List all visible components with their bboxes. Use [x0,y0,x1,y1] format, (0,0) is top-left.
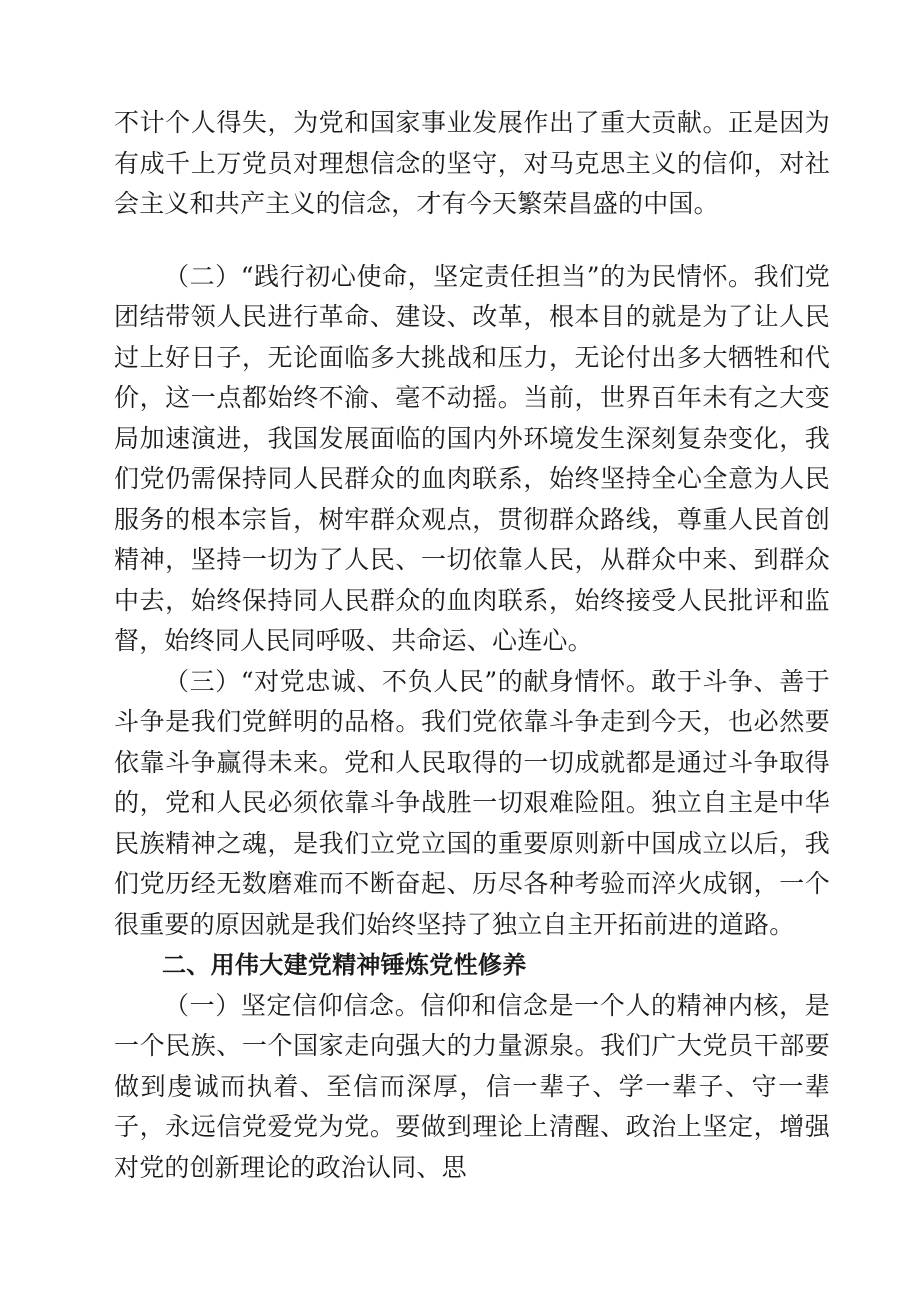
paragraph-faith: （一）坚定信仰信念。信仰和信念是一个人的精神内核，是一个民族、一个国家走向强大的力量源泉。我们广大党员干部要做到虔诚而执着、至信而深厚，信一辈子、学一辈子、守一辈子，永远信党爱党为党。要做到理论上清醒、政治上坚定，增强对党的创新理论的政治认同、思 [114,990,830,1182]
document-body [114,103,830,1188]
section-heading: 二、用伟大建党精神锤炼党性修养 [162,951,527,979]
paragraph-section-3: （三）“对党忠诚、不负人民”的献身情怀。敢于斗争、善于斗争是我们党鲜明的品格。我们党依靠斗争走到今天，也必然要依靠斗争赢得未来。党和人民取得的一切成就都是通过斗争取得的，党和人民必须依靠斗争战胜一切艰难险阻。独立自主是中华民族精神之魂，是我们立党立国的重要原则新中国成立以后，我们党历经无数磨难而不断奋起、历尽各种考验而淬火成钢，一个很重要的原因就是我们始终坚持了独立自主开拓前进的道路。 [114,666,830,939]
paragraph-continuation: 不计个人得失，为党和国家事业发展作出了重大贡献。正是因为有成千上万党员对理想信念的坚守，对马克思主义的信仰，对社会主义和共产主义的信念，才有今天繁荣昌盛的中国。 [114,108,830,218]
paragraph-section-2: （二）“践行初心使命，坚定责任担当”的为民情怀。我们党团结带领人民进行革命、建设、改革，根本目的就是为了让人民过上好日子，无论面临多大挑战和压力，无论付出多大牺牲和代价，这一点都始终不渝、毫不动摇。当前，世界百年未有之大变局加速演进，我国发展面临的国内外环境发生深刻复杂变化，我们党仍需保持同人民群众的血肉联系，始终坚持全心全意为人民服务的根本宗旨，树牢群众观点，贯彻群众路线，尊重人民首创精神，坚持一切为了人民、一切依靠人民，从群众中来、到群众中去，始终保持同人民群众的血肉联系，始终接受人民批评和监督，始终同人民同呼吸、共命运、心连心。 [114,261,830,655]
